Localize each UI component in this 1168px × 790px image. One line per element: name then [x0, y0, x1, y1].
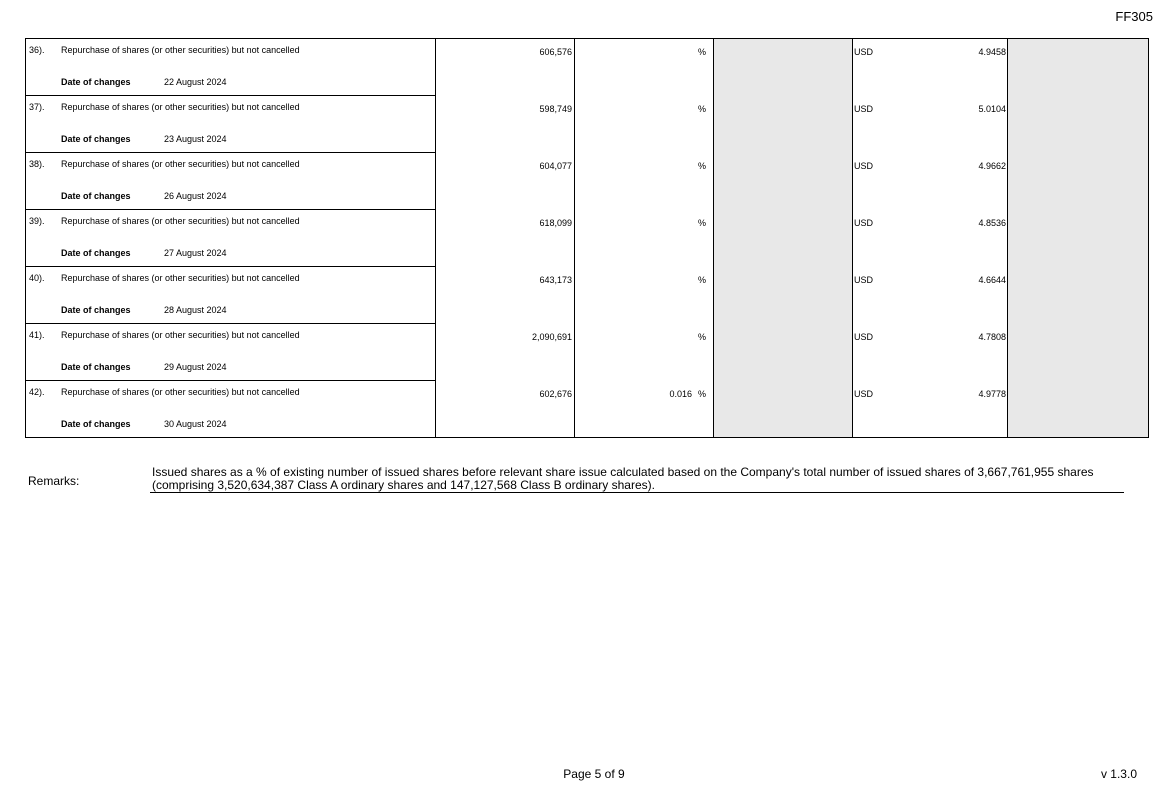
date-cell [59, 409, 436, 438]
percent-symbol: % [697, 47, 706, 57]
date-of-changes-value: 29 August 2024 [164, 362, 227, 372]
price-cell [853, 39, 1008, 96]
percent-symbol: % [697, 274, 706, 285]
date-of-changes-value: 23 August 2024 [164, 134, 227, 144]
percent-symbol: % [697, 217, 706, 228]
date-of-changes-label: Date of changes [61, 419, 131, 429]
shaded-cell [1008, 153, 1149, 210]
shares-value: 618,099 [539, 217, 572, 228]
entry-number: 39). [29, 216, 45, 226]
form-code: FF305 [1115, 9, 1153, 24]
currency-code: USD [854, 388, 874, 399]
entry-number-cell [26, 153, 60, 182]
shaded-cell [1008, 39, 1149, 96]
entry-description: Repurchase of shares (or other securities) but not cancelled [61, 273, 300, 283]
date-cell [59, 352, 436, 381]
percent-symbol: % [697, 388, 706, 399]
shaded-cell [714, 153, 853, 210]
shares-cell [436, 267, 575, 324]
blank-cell [26, 352, 60, 381]
currency-code: USD [854, 274, 874, 285]
price-value: 4.7808 [978, 331, 1006, 342]
date-cell [59, 295, 436, 324]
shaded-cell [714, 39, 853, 96]
table-row [26, 39, 1149, 68]
table-row [26, 210, 1149, 239]
currency-code: USD [854, 103, 874, 114]
entry-number-cell [26, 39, 60, 68]
entry-number-cell [26, 210, 60, 239]
date-of-changes-label: Date of changes [61, 191, 131, 201]
price-cell [853, 96, 1008, 153]
date-of-changes-label: Date of changes [61, 134, 131, 144]
shaded-cell [714, 96, 853, 153]
blank-cell [26, 238, 60, 267]
blank-cell [26, 295, 60, 324]
shares-cell [436, 324, 575, 381]
entry-description-cell [59, 39, 436, 68]
version-label: v 1.3.0 [1100, 767, 1137, 781]
shaded-cell [1008, 96, 1149, 153]
percent-cell [575, 96, 714, 153]
entry-number-cell [26, 324, 60, 353]
shaded-cell [714, 381, 853, 438]
entry-description-cell [59, 210, 436, 239]
shaded-cell [714, 267, 853, 324]
table-row [26, 381, 1149, 410]
entry-number-cell [26, 381, 60, 410]
date-of-changes-label: Date of changes [61, 248, 131, 258]
percent-symbol: % [697, 103, 706, 114]
remarks-label: Remarks: [28, 474, 80, 488]
entry-number: 37). [29, 102, 45, 112]
percent-cell [575, 153, 714, 210]
shaded-cell [714, 210, 853, 267]
percent-cell [575, 210, 714, 267]
date-cell [59, 238, 436, 267]
blank-cell [26, 409, 60, 438]
shares-cell [436, 39, 575, 96]
blank-cell [26, 67, 60, 96]
price-cell [853, 381, 1008, 438]
entry-number: 38). [29, 159, 45, 169]
currency-code: USD [854, 217, 874, 228]
price-cell [853, 210, 1008, 267]
percent-cell [575, 324, 714, 381]
blank-cell [26, 181, 60, 210]
entry-description-cell [59, 324, 436, 353]
price-value: 4.6644 [978, 274, 1006, 285]
entry-description-cell [59, 267, 436, 296]
shaded-cell [1008, 267, 1149, 324]
shares-cell [436, 153, 575, 210]
blank-cell [26, 124, 60, 153]
price-value: 4.8536 [978, 217, 1006, 228]
entry-number: 36). [29, 45, 45, 55]
entry-description: Repurchase of shares (or other securities) but not cancelled [61, 102, 300, 112]
shares-value: 606,576 [539, 47, 572, 57]
price-value: 5.0104 [978, 103, 1006, 114]
table-row [26, 96, 1149, 125]
entry-description: Repurchase of shares (or other securities) but not cancelled [61, 387, 300, 397]
date-of-changes-value: 28 August 2024 [164, 305, 227, 315]
price-value: 4.9662 [978, 160, 1006, 171]
entry-description-cell [59, 381, 436, 410]
table-row [26, 324, 1149, 353]
shaded-cell [1008, 210, 1149, 267]
entry-description: Repurchase of shares (or other securities) but not cancelled [61, 45, 300, 55]
shares-cell [436, 381, 575, 438]
date-cell [59, 67, 436, 96]
table-row [26, 267, 1149, 296]
page-number: Page 5 of 9 [563, 767, 625, 781]
price-cell [853, 324, 1008, 381]
date-of-changes-value: 27 August 2024 [164, 248, 227, 258]
entry-description: Repurchase of shares (or other securities) but not cancelled [61, 159, 300, 169]
shaded-cell [714, 324, 853, 381]
shares-value: 604,077 [539, 160, 572, 171]
date-of-changes-label: Date of changes [61, 362, 131, 372]
entry-number: 42). [29, 387, 45, 397]
percent-value: 0.016 [669, 388, 692, 399]
percent-symbol: % [697, 160, 706, 171]
shares-value: 2,090,691 [531, 331, 572, 342]
shaded-cell [1008, 324, 1149, 381]
entry-number: 41). [29, 330, 45, 340]
shares-cell [436, 96, 575, 153]
shares-value: 598,749 [539, 103, 572, 114]
price-cell [853, 153, 1008, 210]
entry-number-cell [26, 96, 60, 125]
price-value: 4.9458 [978, 47, 1006, 57]
date-cell [59, 124, 436, 153]
entry-description-cell [59, 96, 436, 125]
date-of-changes-value: 30 August 2024 [164, 419, 227, 429]
currency-code: USD [854, 160, 874, 171]
share-repurchase-table [25, 38, 1149, 438]
shares-cell [436, 210, 575, 267]
shares-value: 643,173 [539, 274, 572, 285]
entry-description: Repurchase of shares (or other securities) but not cancelled [61, 216, 300, 226]
percent-cell [575, 267, 714, 324]
percent-cell [575, 381, 714, 438]
entry-description: Repurchase of shares (or other securities) but not cancelled [61, 330, 300, 340]
date-of-changes-label: Date of changes [61, 77, 131, 87]
currency-code: USD [854, 331, 874, 342]
entry-number-cell [26, 267, 60, 296]
date-of-changes-value: 26 August 2024 [164, 191, 227, 201]
percent-symbol: % [697, 331, 706, 342]
date-of-changes-label: Date of changes [61, 305, 131, 315]
remarks-text: Issued shares as a % of existing number of issued shares before relevant share issue calculated based on the Company's total number of issued shares of 3,667,761,955 shares (comprising 3,520,634,387 Class A ordinary shares and 147,127,568 Class B ordinary shares). [150, 466, 1124, 493]
date-cell [59, 181, 436, 210]
currency-code: USD [854, 47, 874, 57]
table-row [26, 153, 1149, 182]
price-cell [853, 267, 1008, 324]
date-of-changes-value: 22 August 2024 [164, 77, 227, 87]
entry-number: 40). [29, 273, 45, 283]
percent-cell [575, 39, 714, 96]
price-value: 4.9778 [978, 388, 1006, 399]
entry-description-cell [59, 153, 436, 182]
shaded-cell [1008, 381, 1149, 438]
shares-value: 602,676 [539, 388, 572, 399]
